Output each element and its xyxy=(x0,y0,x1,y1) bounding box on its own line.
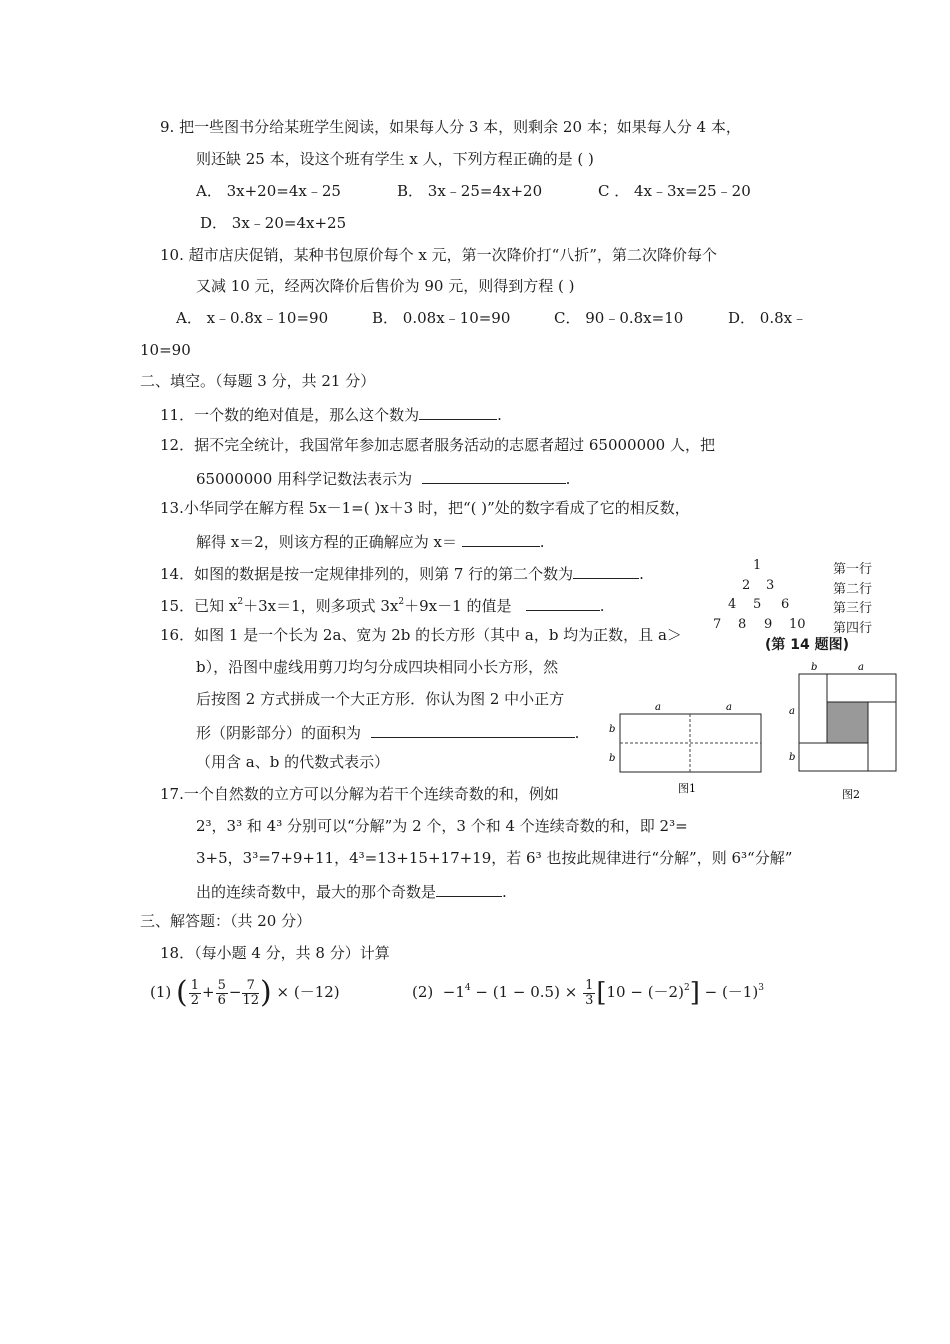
q16-line4 xyxy=(196,721,579,743)
fig2-label-a: a xyxy=(789,706,795,717)
q14-end: . xyxy=(639,565,644,583)
triangle-caption: (第 14 题图) xyxy=(765,637,850,653)
q9-option-c: C ． 4x﹣3x=25﹣20 xyxy=(598,182,751,200)
q10-line1: 10. 超市店庆促销，某种书包原价每个 x 元，第一次降价打“八折”，第二次降价每个 xyxy=(160,246,717,264)
q15-answer-blank[interactable] xyxy=(526,594,600,611)
q10-line2: 又减 10 元，经两次降价后售价为 90 元，则得到方程 ( ) xyxy=(196,277,575,295)
q14-text: 14．如图的数据是按一定规律排列的，则第 7 行的第二个数为 xyxy=(160,565,574,583)
fig1-label-b: b xyxy=(609,753,616,764)
section-2-heading: 二、填空。（每题 3 分，共 21 分） xyxy=(140,372,376,390)
q17-end: . xyxy=(502,883,507,901)
q9-option-d: D． 3x﹣20=4x+25 xyxy=(200,214,347,232)
q13-answer-blank[interactable] xyxy=(462,530,540,547)
fig2-label-b: b xyxy=(789,752,796,763)
fig1-caption: 图1 xyxy=(678,782,696,795)
q15-end: . xyxy=(599,597,605,615)
q10-option-d: D． 0.8x﹣ xyxy=(728,309,808,327)
triangle-row-label: 第三行 xyxy=(833,601,873,616)
triangle-number: 2 xyxy=(742,578,751,593)
triangle-row-label: 第一行 xyxy=(833,562,873,577)
q12-answer-blank[interactable] xyxy=(422,467,566,484)
q15-mid1: ＋3x＝1，则多项式 3x xyxy=(243,597,399,615)
fig1-label-a: a xyxy=(726,702,732,713)
triangle-number: 10 xyxy=(789,617,806,632)
q14-answer-blank[interactable] xyxy=(573,562,639,579)
q12-line1: 12．据不完全统计，我国常年参加志愿者服务活动的志愿者超过 65000000 人，把 xyxy=(160,436,715,454)
q17-line1: 17.一个自然数的立方可以分解为若干个连续奇数的和，例如 xyxy=(160,785,559,803)
triangle-number: 8 xyxy=(738,617,747,632)
fig1-label-a: a xyxy=(655,702,661,713)
q16-line1: 16．如图 1 是一个长为 2a、宽为 2b 的长方形（其中 a，b 均为正数，且 a＞ xyxy=(160,626,682,644)
q9-line2: 则还缺 25 本，设这个班有学生 x 人，下列方程正确的是 ( ) xyxy=(196,150,594,168)
q16-line4-text: 形（阴影部分）的面积为 xyxy=(196,724,362,742)
q18-part1-label: (1) xyxy=(150,983,172,1001)
q18-title: 18．（每小题 4 分，共 8 分）计算 xyxy=(160,944,390,962)
q15: 15．已知 $x^2+3x=1$，则多项式 $3x^2+9x-1$ 的值是 . xyxy=(160,594,605,616)
figure-1-rectangle xyxy=(600,696,770,801)
q16-line5: （用含 a、b 的代数式表示） xyxy=(196,753,390,771)
triangle-row-label: 第四行 xyxy=(833,621,873,636)
section-3-heading: 三、解答题：（共 20 分） xyxy=(140,912,312,930)
fig2-shaded-square xyxy=(827,702,868,743)
q11-answer-blank[interactable] xyxy=(419,403,497,420)
q11-text: 11．一个数的绝对值是，那么这个数为 xyxy=(160,406,420,424)
triangle-number: 4 xyxy=(728,597,737,612)
q12-line2 xyxy=(196,467,570,489)
triangle-number: 1 xyxy=(753,558,762,573)
q13-line1: 13.小华同学在解方程 5x－1=( )x＋3 时，把“( )”处的数字看成了它的相反数， xyxy=(160,499,690,517)
q16-end: . xyxy=(574,724,580,742)
fig2-caption: 图2 xyxy=(842,788,860,801)
q16-answer-blank[interactable] xyxy=(371,721,575,738)
q12-end: . xyxy=(565,470,571,488)
fig2-label-a: a xyxy=(858,662,864,673)
q11 xyxy=(160,403,502,425)
q16-line2: b），沿图中虚线用剪刀均匀分成四块相同小长方形，然 xyxy=(196,658,559,676)
triangle-number: 9 xyxy=(764,617,773,632)
q17-line4-text: 出的连续奇数中，最大的那个奇数是 xyxy=(196,883,437,901)
q10-option-b: B． 0.08x﹣10=90 xyxy=(372,309,511,327)
q11-end: . xyxy=(497,406,502,424)
q12-text: 65000000 用科学记数法表示为 xyxy=(196,470,413,488)
q9-line1: 9. 把一些图书分给某班学生阅读，如果每人分 3 本，则剩余 20 本；如果每人分 4 本， xyxy=(160,118,741,136)
q13-end: . xyxy=(539,533,545,551)
q18-part1-formula: (1) ( $\frac{1}{2}$ + $\frac{5}{6}$ − $\frac{7}{12}$ ) × (－12) xyxy=(150,975,340,1010)
q14 xyxy=(160,562,644,584)
q16-line3: 后按图 2 方式拼成一个大正方形．你认为图 2 中小正方 xyxy=(196,690,565,708)
q18-part2-label: (2) xyxy=(412,983,434,1001)
q17-line3: 3+5，3³=7+9+11，4³=13+15+17+19，若 6³ 也按此规律进行“分解”，则 6³“分解” xyxy=(196,849,793,867)
q18-part2-formula: $(2) -1^4 - (1 - 0.5)$ × $\frac{1}{3}$ $[10 - (-2)^2] - (-1)^3$ xyxy=(412,977,764,1008)
q13-line2 xyxy=(196,530,545,552)
q15-mid2: ＋9x－1 的值是 xyxy=(404,597,512,615)
q10-option-c: C． 90﹣0.8x=10 xyxy=(554,309,684,327)
triangle-number: 6 xyxy=(781,597,790,612)
triangle-row-label: 第二行 xyxy=(833,582,873,597)
q17-line4 xyxy=(196,880,507,902)
q13-text: 解得 x＝2，则该方程的正确解应为 x＝ xyxy=(196,533,458,551)
fig2-label-b: b xyxy=(811,662,818,673)
fig1-label-b: b xyxy=(609,724,616,735)
q9-option-a: A． 3x+20=4x﹣25 xyxy=(196,182,341,200)
q10-option-a: A． x﹣0.8x﹣10=90 xyxy=(176,309,329,327)
triangle-number: 5 xyxy=(753,597,762,612)
q15-pre: 15．已知 x xyxy=(160,597,238,615)
q17-line2: 2³，3³ 和 4³ 分别可以“分解”为 2 个，3 个和 4 个连续奇数的和，即 2³= xyxy=(196,817,688,835)
q10-option-d-continued: 10=90 xyxy=(140,341,191,359)
triangle-number: 7 xyxy=(713,617,722,632)
triangle-number: 3 xyxy=(766,578,775,593)
q17-answer-blank[interactable] xyxy=(436,880,502,897)
figure-2-square xyxy=(780,656,900,806)
q9-option-b: B． 3x﹣25=4x+20 xyxy=(397,182,543,200)
